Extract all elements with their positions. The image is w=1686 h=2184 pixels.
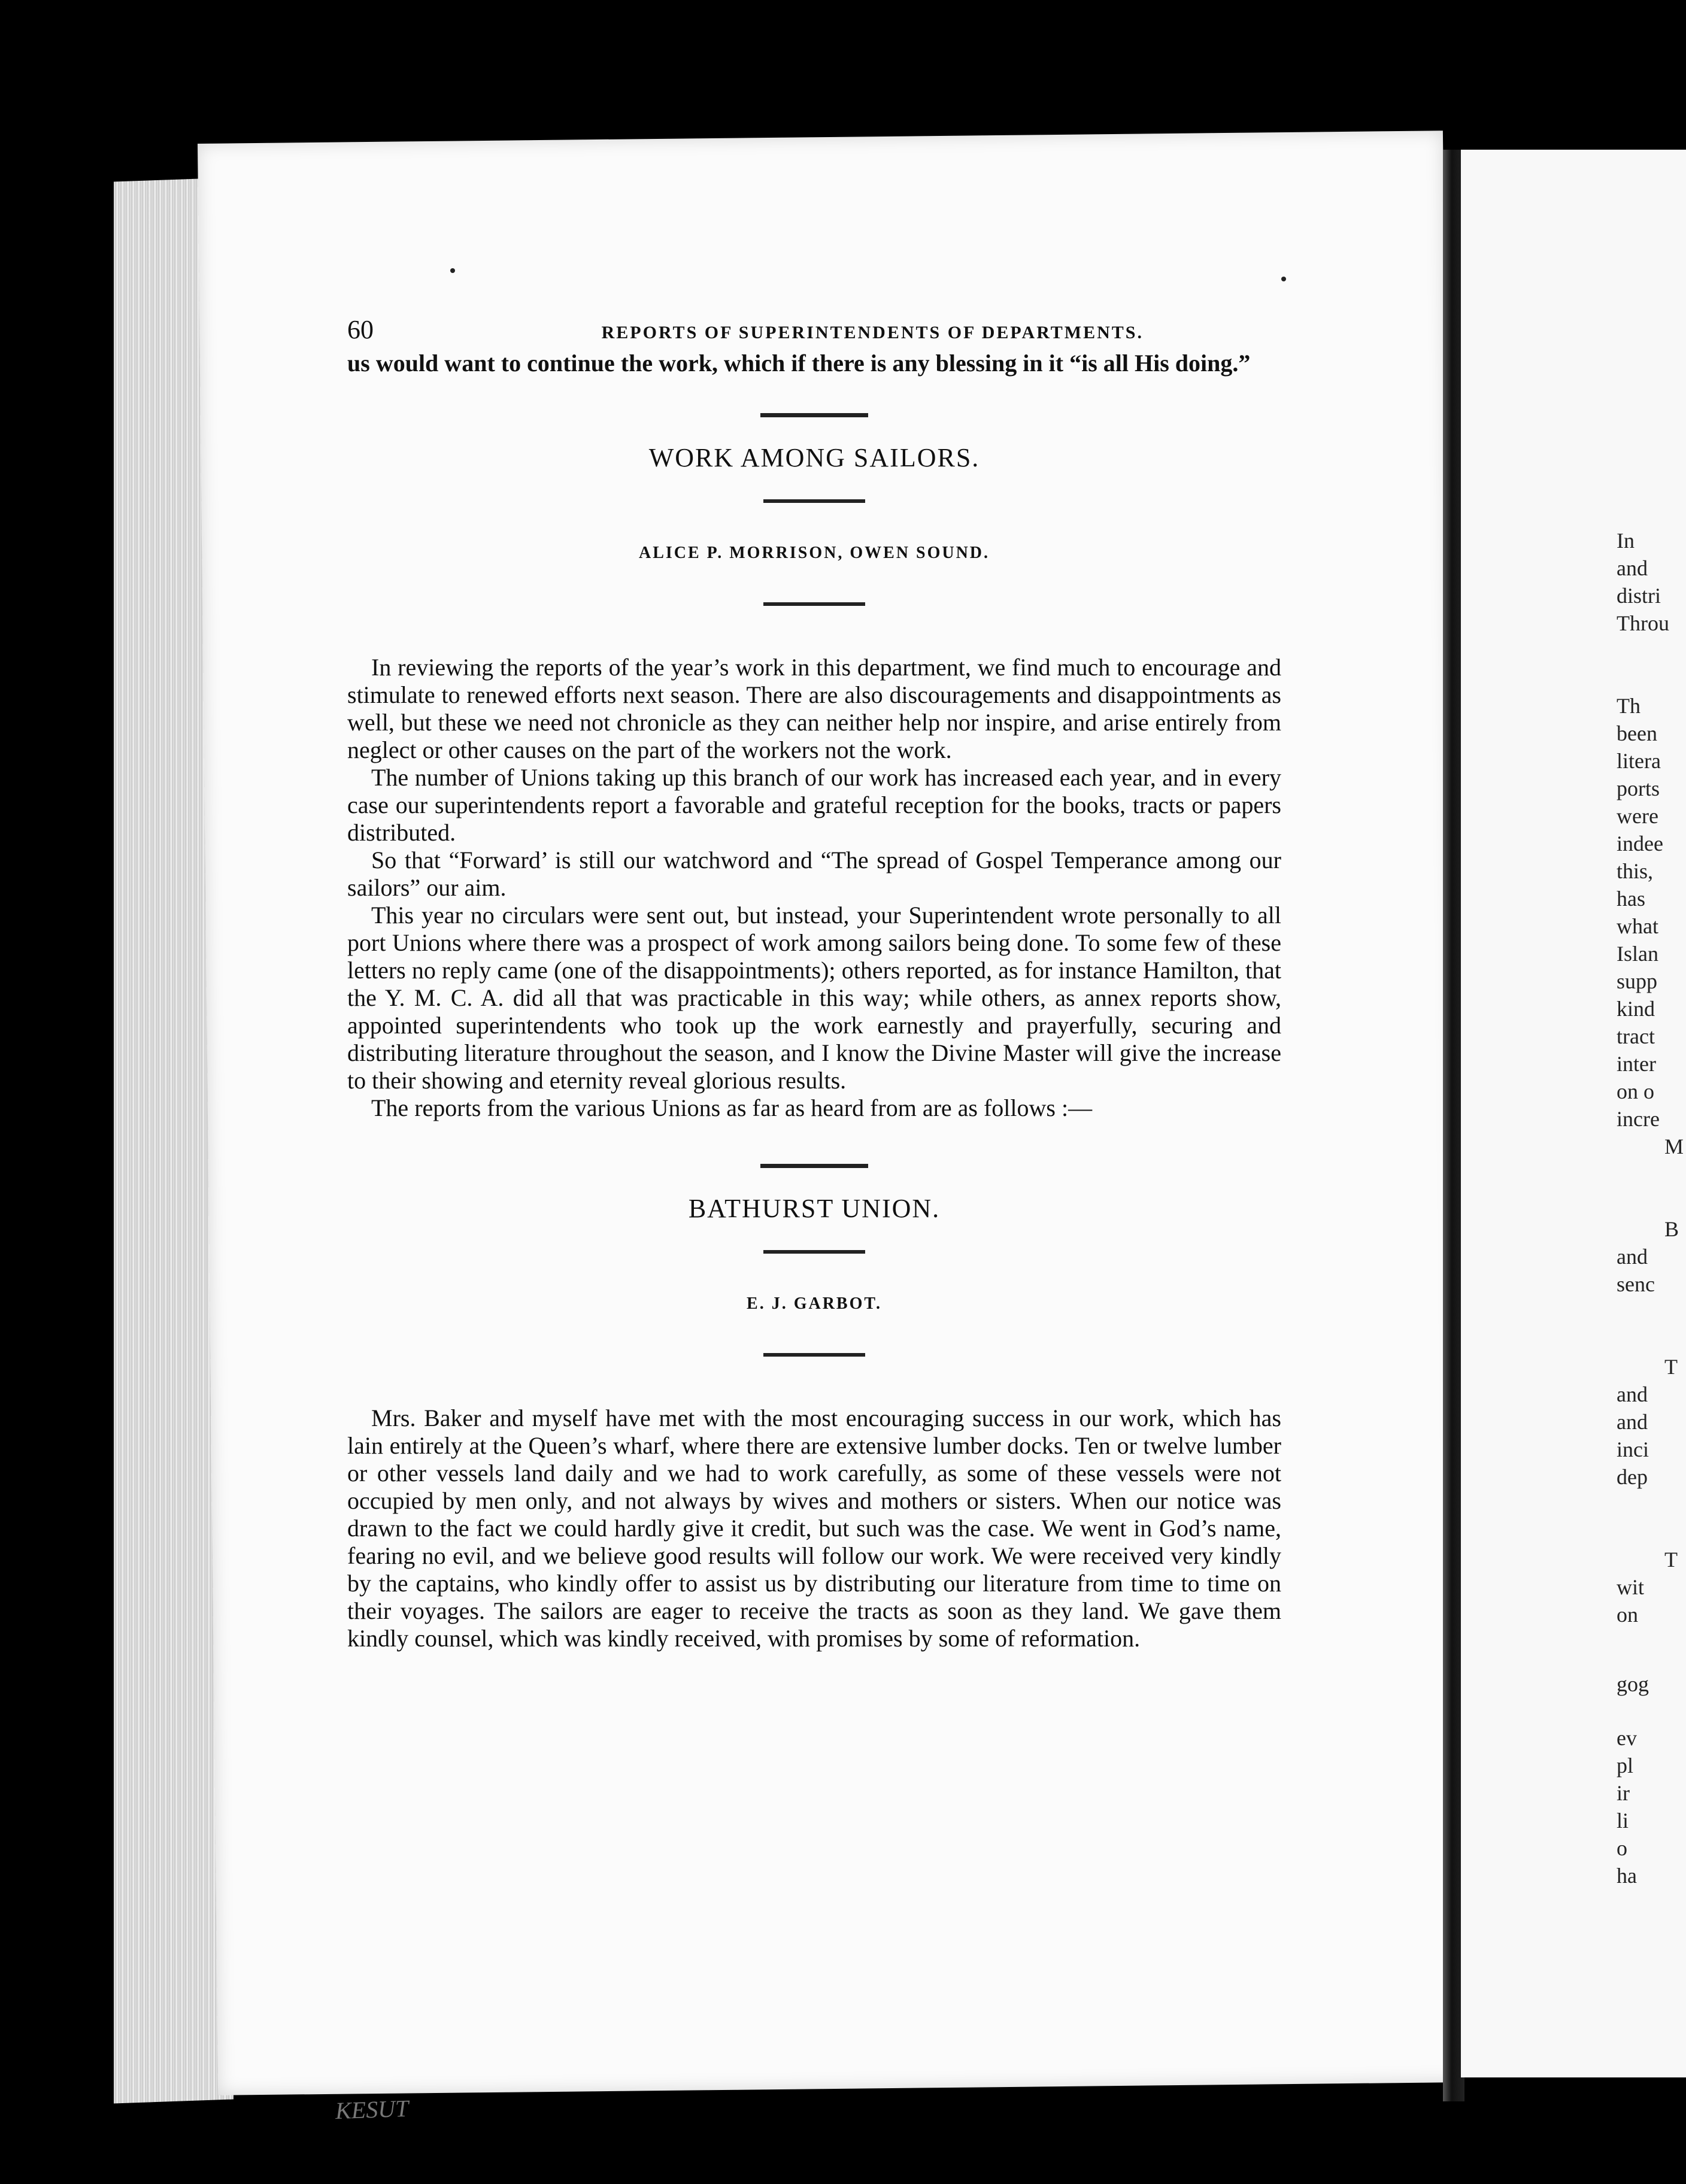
fragment: on (1617, 1603, 1638, 1627)
fragment: senc (1617, 1272, 1655, 1296)
paragraph: So that “Forward’ is still our watchword and “The spread of Gospel Temperance among our sailors” our aim. (347, 847, 1281, 901)
section-rule (760, 413, 868, 417)
fragment: has (1617, 887, 1645, 911)
page-header (347, 314, 1281, 345)
fragment: this, (1617, 859, 1654, 883)
fragment: dep (1617, 1465, 1648, 1489)
fragment: supp (1617, 969, 1658, 993)
fragment: T (1664, 1355, 1678, 1379)
fragment: inci (1617, 1437, 1649, 1461)
paragraph: The number of Unions taking up this branch of our work has increased each year, and in every case our superintendents report a favorable and grateful reception for the books, tracts or papers distributed. (347, 764, 1281, 846)
fragment: inter (1617, 1052, 1656, 1076)
paragraph: Mrs. Baker and myself have met with the most encouraging success in our work, which has lain entirely at the Queen’s wharf, where there are extensive lumber docks. Ten or twelve lumber or other vessels land daily and we had to work carefully, as some of these vessels were not occupied by men only, and not always by wives and mothers or sisters. When our notice was drawn to the fact we could hardly give it credit, but such was the case. We went in God’s name, fearing no evil, and we believe good results will follow our work. We were received very kindly by the captains, who kindly offer to assist us by distributing our literature from time to time on their voyages. The sailors are eager to receive the tracts as soon as they land. We gave them kindly counsel, which was kindly received, with promises by some of reformation. (347, 1405, 1281, 1652)
fragment: incre (1617, 1107, 1660, 1131)
library-stamp: KESUT (335, 2094, 409, 2125)
fragment: Th (1617, 694, 1640, 718)
page-number: 60 (347, 315, 374, 344)
section-rule (763, 1250, 865, 1254)
fragment: been (1617, 721, 1657, 745)
left-page-content (347, 162, 1281, 1652)
fragment: T (1664, 1548, 1678, 1572)
section-title: WORK AMONG SAILORS. (648, 443, 980, 472)
speck-mark (1281, 277, 1286, 281)
fragment: ha (1617, 1864, 1637, 1888)
continuation-text: us would want to continue the work, which if there is any blessing in it “is all His doing.” (347, 350, 1251, 377)
fragment: Islan (1617, 942, 1658, 966)
fragment: on o (1617, 1079, 1654, 1103)
fragment: li (1617, 1809, 1629, 1833)
fragment: B (1664, 1217, 1679, 1241)
section-rule (760, 1164, 868, 1168)
fragment: wit (1617, 1575, 1645, 1599)
section-rule (763, 499, 865, 503)
section-body (347, 1405, 1281, 1652)
section-rule (763, 602, 865, 606)
fragment: tract (1617, 1024, 1655, 1048)
fragment: pl (1617, 1754, 1634, 1777)
section-title: BATHURST UNION. (688, 1194, 941, 1223)
fragment: and (1617, 1410, 1648, 1434)
fragment: distri (1617, 584, 1661, 608)
running-head: REPORTS OF SUPERINTENDENTS OF DEPARTMENTS. (601, 323, 1144, 342)
paragraph: The reports from the various Unions as far as heard from are as follows :— (371, 1094, 1093, 1121)
fragment: o (1617, 1836, 1627, 1860)
fragment: and (1617, 556, 1648, 580)
fragment: gog (1617, 1672, 1649, 1696)
fragment: and (1617, 1382, 1648, 1406)
fragment: M (1664, 1135, 1684, 1158)
fragment: ir (1617, 1781, 1630, 1805)
fragment: and (1617, 1245, 1648, 1269)
fragment: litera (1617, 749, 1661, 773)
fragment: ev (1617, 1726, 1637, 1750)
paragraph: This year no circulars were sent out, but instead, your Superintendent wrote personally to all port Unions where there was a prospect of work among sailors being done. To some few of these letters no reply came (one of the disappointments); others reported, as for instance Hamilton, that the Y. M. C. A. did all that was practicable in this way; while others, as annex reports show, appointed superintendents who took up the work earnestly and prayerfully, securing and distributing literature throughout the season, and I know the Divine Master will give the increase to their showing and eternity reveal glorious results. (347, 902, 1281, 1094)
paragraph: In reviewing the reports of the year’s work in this department, we find much to encourage and stimulate to renewed efforts next season. There are also discouragements and disappointments as well, but these we need not chronicle as they can neither help nor inspire, and arise entirely from neglect or other causes on the part of the workers not the work. (347, 654, 1281, 763)
section-body (347, 654, 1281, 1122)
section-rule (763, 1353, 865, 1357)
fragment: In (1617, 529, 1635, 553)
fragment: what (1617, 914, 1658, 938)
fragment: were (1617, 804, 1658, 828)
fragment: kind (1617, 997, 1655, 1021)
section-byline: ALICE P. MORRISON, OWEN SOUND. (638, 544, 990, 562)
fragment: Throu (1617, 611, 1669, 635)
fragment: indee (1617, 832, 1663, 856)
section-byline: E. J. GARBOT. (747, 1294, 882, 1313)
fragment: ports (1617, 776, 1660, 800)
